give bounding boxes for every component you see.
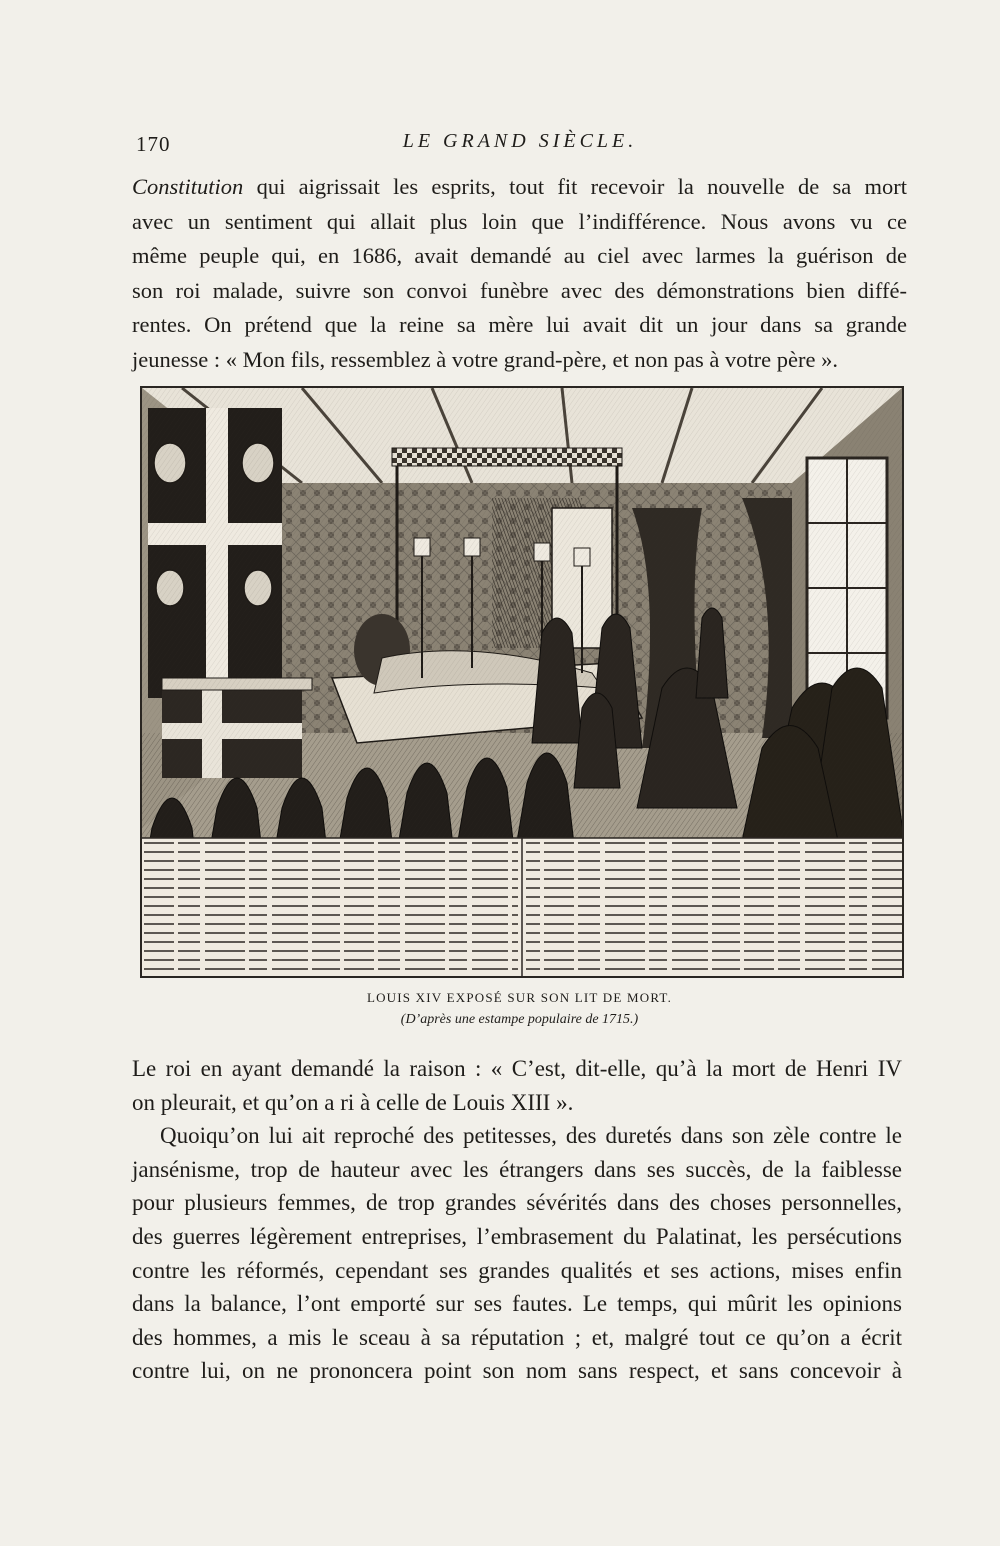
running-title: LE GRAND SIÈCLE. [402, 130, 638, 152]
text-line: même peuple qui, en 1686, avait demandé au ciel avec larmes la guérison de [132, 243, 907, 268]
text-line: on pleurait, et qu’on a ri à celle de Louis XIII ». [132, 1089, 574, 1115]
italic-word: Constitution [132, 174, 244, 199]
text-line: contre lui, on ne prononcera point son nom sans respect, et sans concevoir à [132, 1358, 902, 1384]
text-line: dans la balance, l’ont emporté sur ses fautes. Le temps, qui mûrit les opinions [132, 1291, 902, 1317]
running-head [130, 128, 910, 158]
paragraph-bottom [132, 1052, 902, 1388]
text-line: jansénisme, trop de hauteur avec les étrangers dans ses succès, de la faiblesse [132, 1156, 902, 1182]
text-line: jeunesse : « Mon fils, ressemblez à votre grand-père, et non pas à votre père ». [132, 346, 839, 372]
text-line: avec un sentiment qui allait plus loin que l’indifférence. Nous avons vu ce [132, 208, 907, 234]
engraving-drawing [142, 388, 902, 976]
engraving-illustration [140, 386, 904, 978]
text-line: pour plusieurs femmes, de trop grandes sévérités dans des choses personnelles, [132, 1190, 902, 1216]
figure-caption-source: (D’après une estampe populaire de 1715.) [400, 1012, 639, 1027]
text-line: des guerres légèrement entreprises, l’embrasement du Palatinat, les persécutions [132, 1223, 902, 1249]
text-line: des hommes, a mis le sceau à sa réputation ; et, malgré tout ce qu’on a écrit [132, 1324, 902, 1350]
line-rest: qui aigrissait les esprits, tout fit recevoir la nouvelle de sa mort [256, 174, 908, 199]
text-line: contre les réformés, cependant ses grandes qualités et ses actions, mises enfin [132, 1257, 902, 1283]
text-line: Le roi en ayant demandé la raison : « C’est, dit-elle, qu’à la mort de Henri IV [132, 1056, 902, 1081]
text-line: Quoiqu’on lui ait reproché des petitesses, des duretés dans son zèle contre le [160, 1123, 902, 1149]
figure-caption-title: LOUIS XIV EXPOSÉ SUR SON LIT DE MORT. [366, 990, 673, 1005]
text-line: rentes. On prétend que la reine sa mère lui avait dit un jour dans sa grande [132, 312, 907, 337]
paragraph-top [132, 170, 907, 377]
text-line: son roi malade, suivre son convoi funèbre avec des démonstrations bien diffé- [132, 277, 907, 303]
page-number: 170 [136, 132, 171, 156]
text-line [132, 170, 907, 205]
